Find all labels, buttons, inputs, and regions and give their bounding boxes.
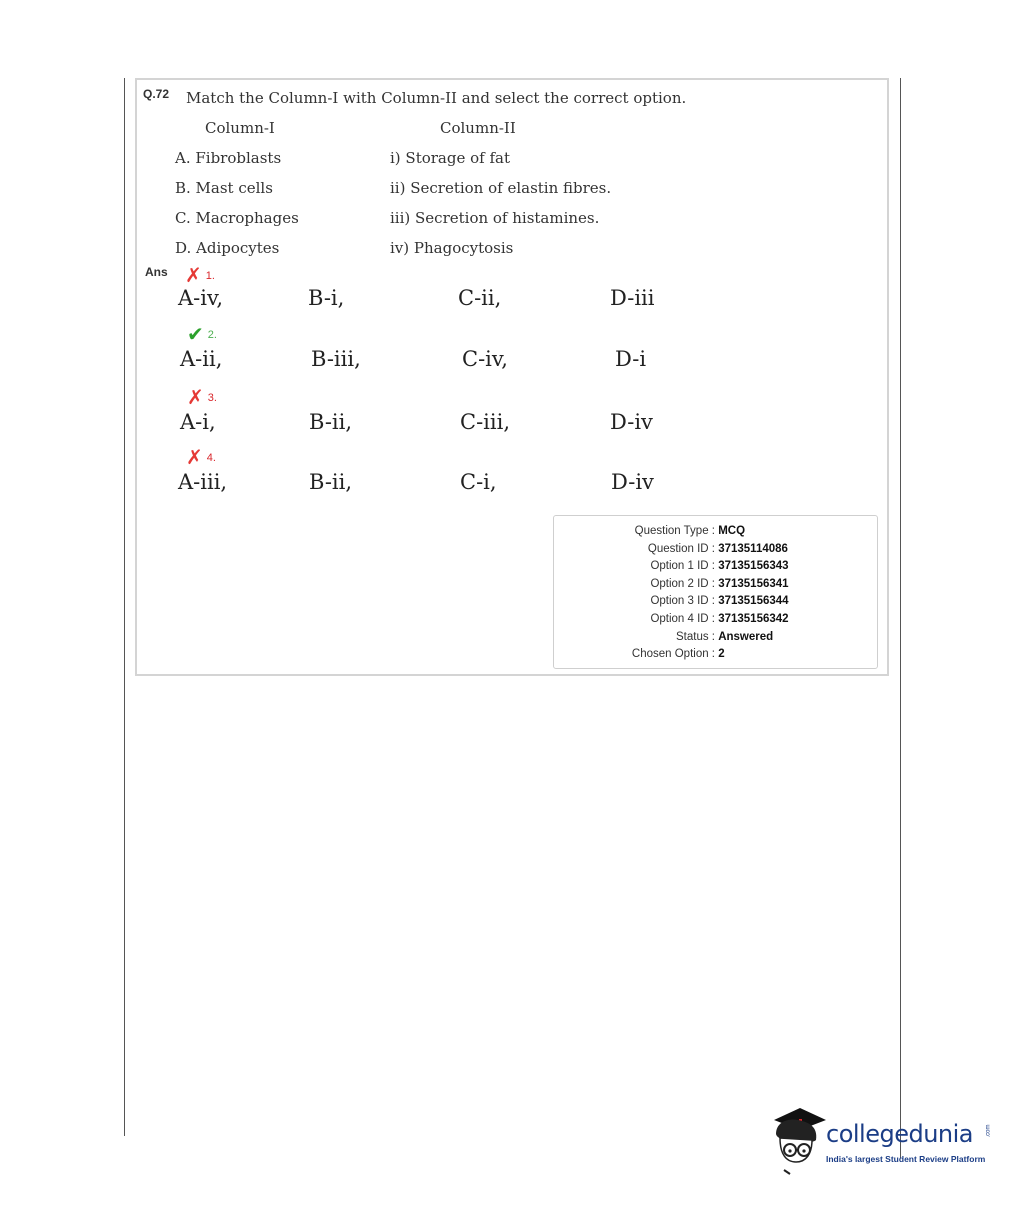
meta-row-question-type	[554, 523, 745, 540]
meta-value: 37135156343	[718, 560, 789, 572]
meta-row-option-1-id	[554, 558, 789, 575]
column-1-item: D. Adipocytes	[175, 239, 280, 257]
option-3-pair: B-ii,	[309, 410, 353, 434]
cross-icon: ✗	[186, 445, 203, 469]
meta-value: Answered	[718, 631, 774, 643]
check-icon: ✔	[187, 322, 204, 346]
option-4-pair: D-iv	[611, 470, 654, 494]
question-metadata-box	[553, 515, 878, 669]
meta-key: Option 4 ID :	[650, 613, 715, 625]
logo-suffix: .com	[985, 1124, 992, 1138]
column-2-item: iv) Phagocytosis	[390, 239, 514, 257]
option-3-pair: D-iv	[610, 410, 653, 434]
meta-value: 37135114086	[718, 543, 788, 555]
column-2-item: iii) Secretion of histamines.	[390, 209, 600, 227]
column-2-item: i) Storage of fat	[390, 149, 510, 167]
option-1-pair: C-ii,	[458, 286, 502, 310]
meta-row-chosen-option	[554, 646, 725, 663]
meta-row-status	[554, 629, 773, 646]
meta-key: Option 3 ID :	[650, 595, 715, 607]
meta-value: MCQ	[718, 525, 746, 537]
option-number: 2.	[207, 329, 217, 341]
column-2-header: Column-II	[440, 119, 516, 137]
meta-row-option-4-id	[554, 611, 789, 628]
right-margin-line	[900, 78, 901, 1158]
meta-key: Option 1 ID :	[650, 560, 715, 572]
option-number: 3.	[207, 392, 217, 404]
column-1-header: Column-I	[205, 119, 275, 137]
meta-value: 37135156341	[718, 578, 789, 590]
meta-key: Status :	[676, 631, 715, 643]
meta-row-option-3-id	[554, 593, 789, 610]
column-2-item: ii) Secretion of elastin fibres.	[390, 179, 612, 197]
option-4-pair: C-i,	[460, 470, 497, 494]
option-2-marker	[187, 322, 217, 346]
question-text: Match the Column-I with Column-II and select the correct option.	[186, 89, 687, 107]
option-3-pair: C-iii,	[460, 410, 510, 434]
left-margin-line	[124, 78, 125, 1136]
option-1-marker	[185, 263, 215, 287]
meta-key: Question Type :	[634, 525, 715, 537]
option-2-pair: C-iv,	[462, 347, 508, 371]
logo-wordmark: collegedunia	[826, 1120, 974, 1148]
answer-label: Ans	[145, 265, 168, 279]
meta-key: Question ID :	[647, 543, 715, 555]
option-1-pair: A-iv,	[178, 286, 224, 310]
option-2-pair: B-iii,	[311, 347, 361, 371]
meta-value: 37135156344	[718, 595, 789, 607]
meta-key: Chosen Option :	[631, 648, 715, 660]
option-3-pair: A-i,	[180, 410, 216, 434]
meta-row-option-2-id	[554, 576, 789, 593]
cross-icon: ✗	[185, 263, 202, 287]
option-1-pair: D-iii	[610, 286, 655, 310]
option-2-pair: D-i	[615, 347, 647, 371]
question-number: Q.72	[143, 87, 170, 101]
column-1-item: B. Mast cells	[175, 179, 273, 197]
column-1-item: C. Macrophages	[175, 209, 299, 227]
option-3-marker	[187, 385, 217, 409]
collegedunia-logo	[768, 1106, 998, 1176]
option-number: 4.	[206, 452, 216, 464]
student-mascot-icon	[768, 1106, 826, 1176]
meta-key: Option 2 ID :	[650, 578, 715, 590]
logo-tagline: India's largest Student Review Platform	[826, 1154, 986, 1164]
option-2-pair: A-ii,	[180, 347, 223, 371]
meta-row-question-id	[554, 541, 788, 558]
meta-value: 37135156342	[718, 613, 789, 625]
cross-icon: ✗	[187, 385, 204, 409]
option-number: 1.	[205, 270, 215, 282]
option-4-marker	[186, 445, 216, 469]
meta-value: 2	[718, 648, 725, 660]
option-1-pair: B-i,	[308, 286, 345, 310]
option-4-pair: A-iii,	[178, 470, 228, 494]
option-4-pair: B-ii,	[309, 470, 353, 494]
column-1-item: A. Fibroblasts	[175, 149, 282, 167]
